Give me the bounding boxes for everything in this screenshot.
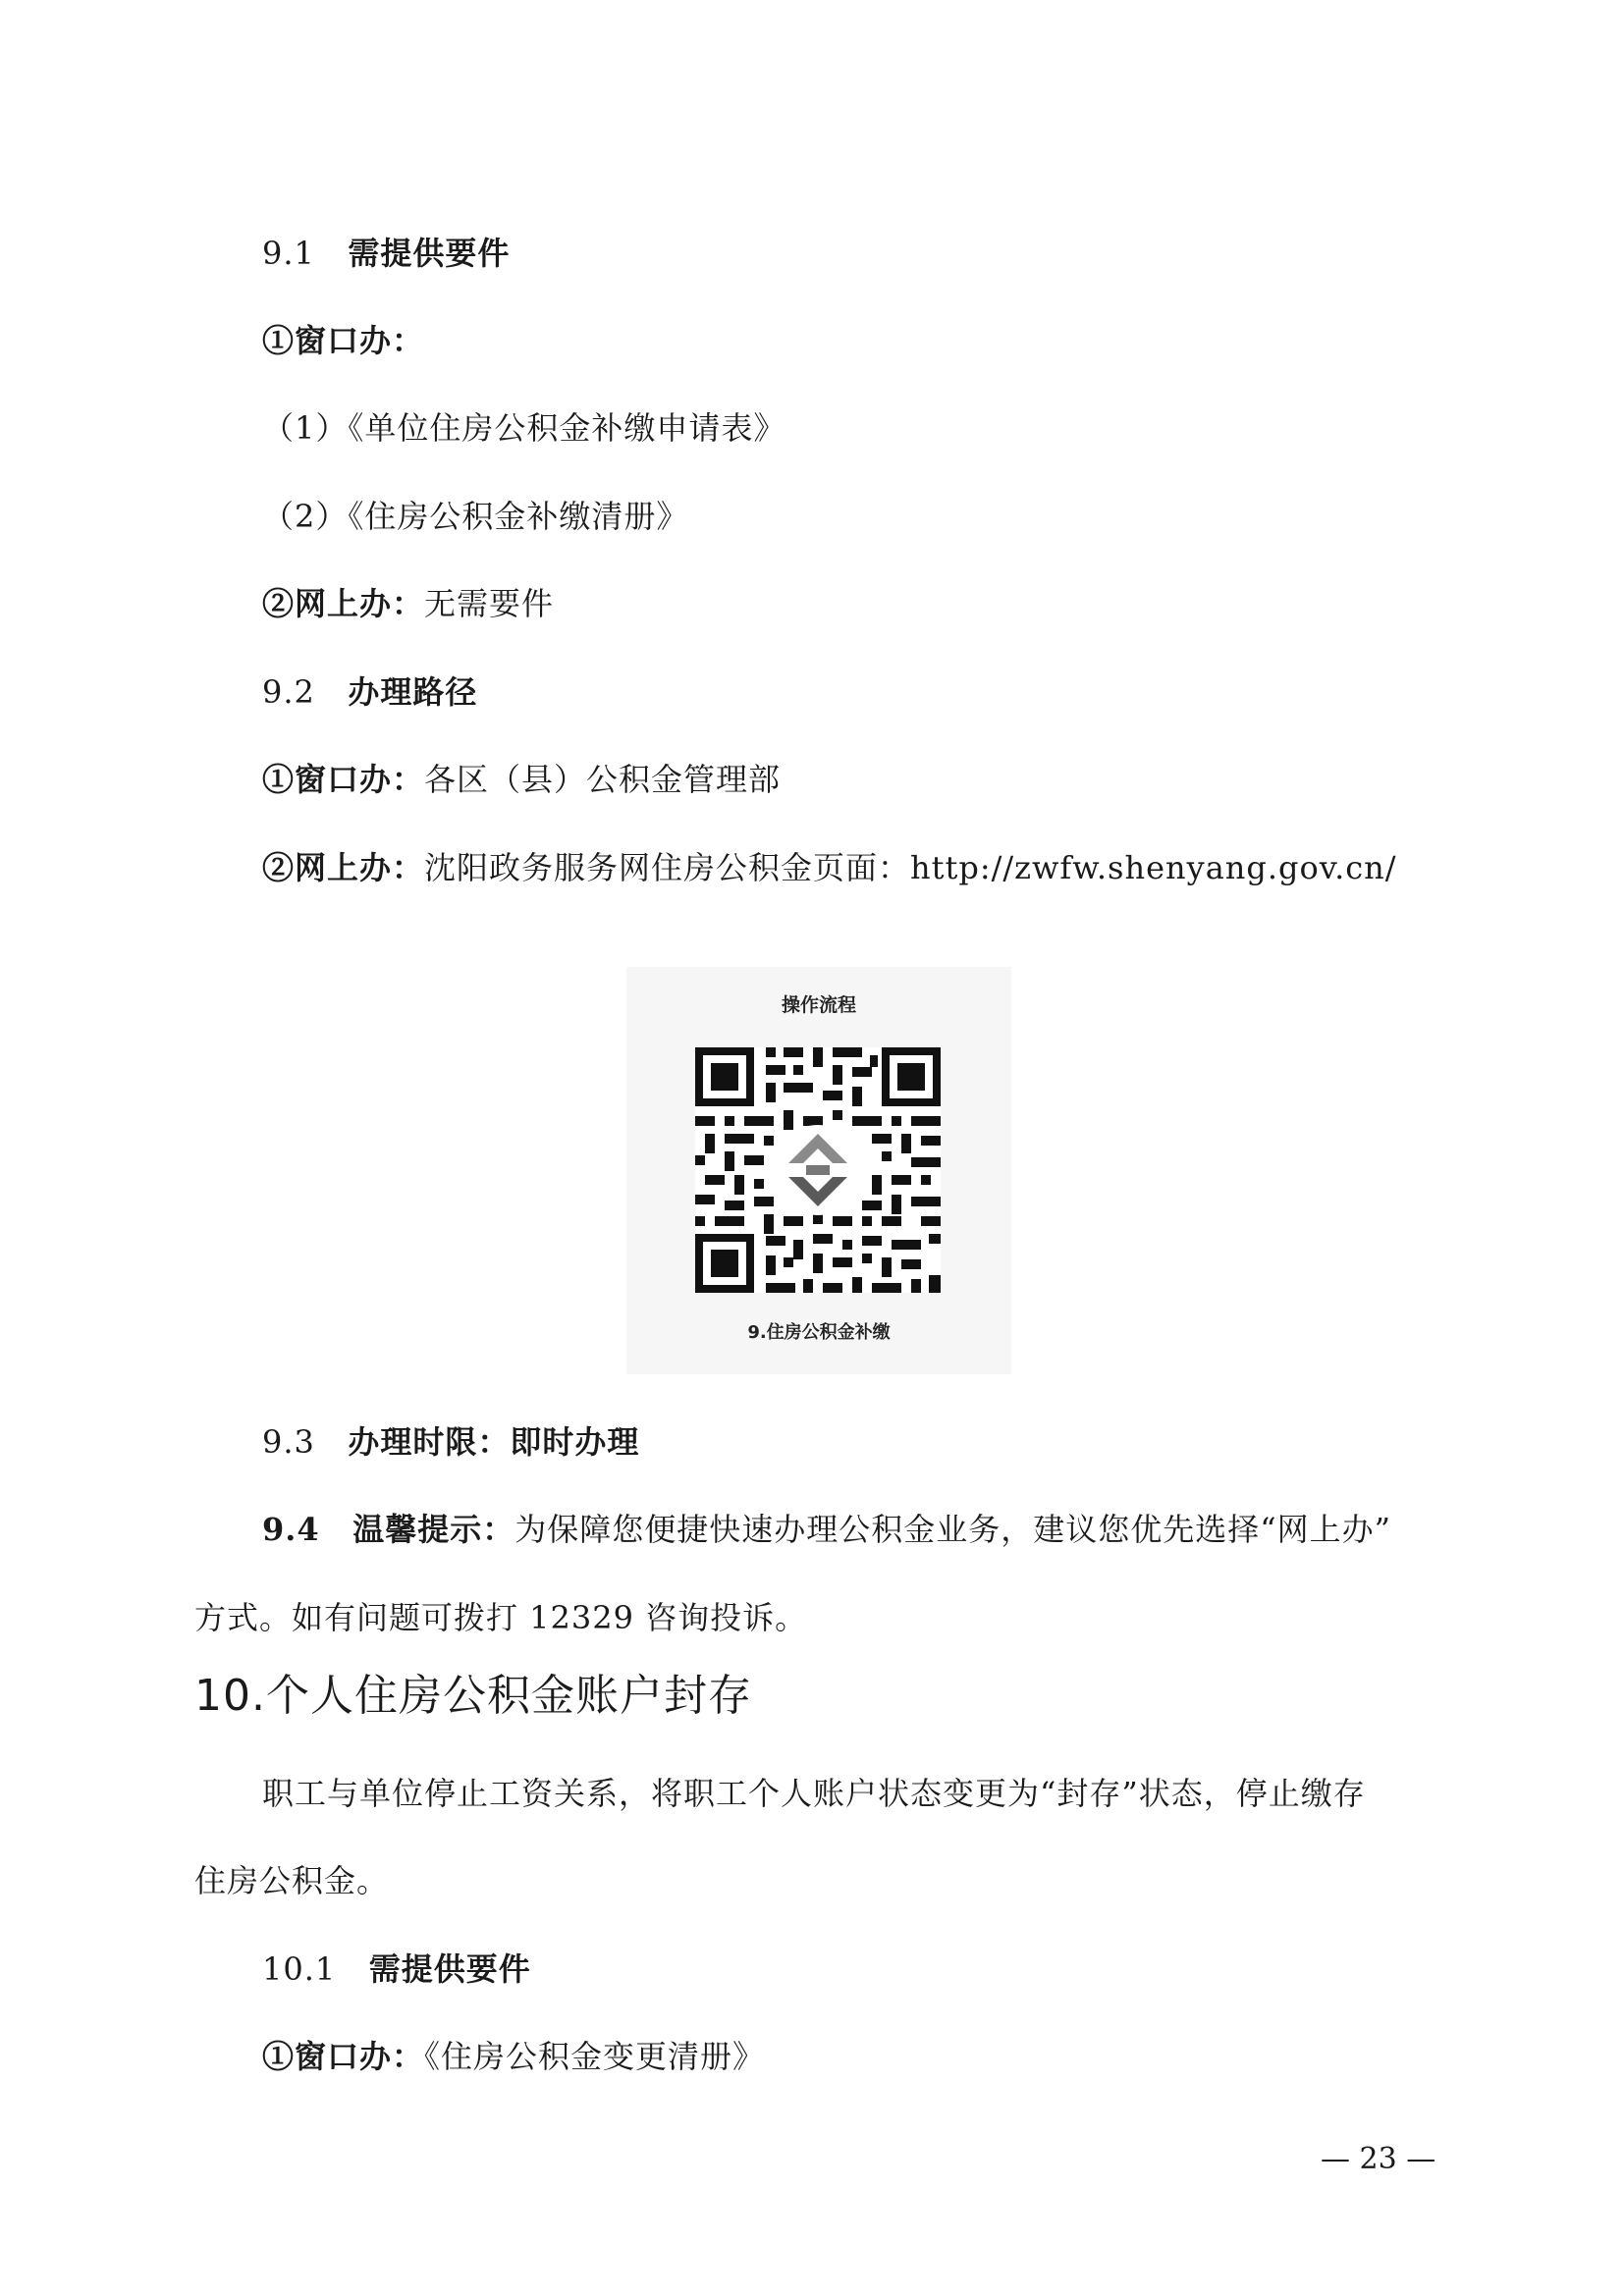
section-9-3-heading bbox=[262, 1422, 639, 1462]
tip-text: 为保障您便捷快速办理公积金业务，建议您优先选择“网上办” bbox=[514, 1511, 1391, 1548]
qr-code-image bbox=[695, 1047, 941, 1293]
qr-title: 操作流程 bbox=[781, 994, 856, 1016]
section-10-description: 职工与单位停止工资关系，将职工个人账户状态变更为“封存”状态，停止缴存 bbox=[262, 1775, 1366, 1812]
online-service-line bbox=[262, 848, 1397, 887]
section-number: 9.3 bbox=[262, 1423, 315, 1461]
online-service-label: ②网上办： bbox=[262, 849, 425, 886]
window-service-line bbox=[262, 2037, 765, 2076]
section-number: 9.2 bbox=[262, 673, 315, 711]
qr-finder-top-left bbox=[695, 1047, 754, 1106]
section-title: 需提供要件 bbox=[368, 1950, 531, 1988]
window-service-label: ①窗口办： bbox=[262, 761, 425, 798]
section-number: 10.1 bbox=[262, 1950, 337, 1988]
requirement-item-2: （2）《住房公积金补缴清册》 bbox=[262, 498, 689, 535]
section-10-1-heading bbox=[262, 1949, 531, 1989]
requirement-item-1: （1）《单位住房公积金补缴申请表》 bbox=[262, 409, 786, 447]
qr-finder-top-right bbox=[882, 1047, 941, 1106]
online-service-line bbox=[262, 584, 554, 623]
tip-label: 温馨提示： bbox=[352, 1511, 515, 1548]
qr-center-logo-icon bbox=[773, 1125, 863, 1215]
section-9-2-heading bbox=[262, 672, 477, 712]
window-service-value: 《住房公积金变更清册》 bbox=[424, 2038, 766, 2075]
online-service-value: 无需要件 bbox=[424, 585, 555, 622]
section-9-1-heading bbox=[262, 234, 510, 273]
section-title: 需提供要件 bbox=[348, 235, 511, 272]
section-10-description-continued: 住房公积金。 bbox=[194, 1862, 390, 1899]
section-9-4-line bbox=[262, 1510, 1391, 1549]
page-number: — 23 — bbox=[1321, 2142, 1436, 2176]
window-service-label: ①窗口办： bbox=[262, 322, 425, 359]
window-service-label: ①窗口办： bbox=[262, 2038, 425, 2075]
online-service-label: ②网上办： bbox=[262, 585, 425, 622]
qr-caption: 9.住房公积金补缴 bbox=[747, 1322, 891, 1343]
section-title: 办理时限：即时办理 bbox=[348, 1423, 640, 1461]
section-number: 9.4 bbox=[262, 1511, 320, 1548]
section-title: 办理路径 bbox=[348, 673, 478, 711]
section-number: 9.1 bbox=[262, 235, 315, 272]
window-service-value: 各区（县）公积金管理部 bbox=[424, 761, 782, 798]
tip-text-continued: 方式。如有问题可拨打 12329 咨询投诉。 bbox=[194, 1599, 808, 1636]
qr-code-panel bbox=[626, 967, 1011, 1374]
qr-finder-bottom-left bbox=[695, 1234, 754, 1293]
section-10-heading: 10.个人住房公积金账户封存 bbox=[194, 1671, 752, 1721]
window-service-line bbox=[262, 760, 781, 799]
online-service-url[interactable]: 沈阳政务服务网住房公积金页面：http://zwfw.shenyang.gov.cn/ bbox=[424, 849, 1397, 886]
